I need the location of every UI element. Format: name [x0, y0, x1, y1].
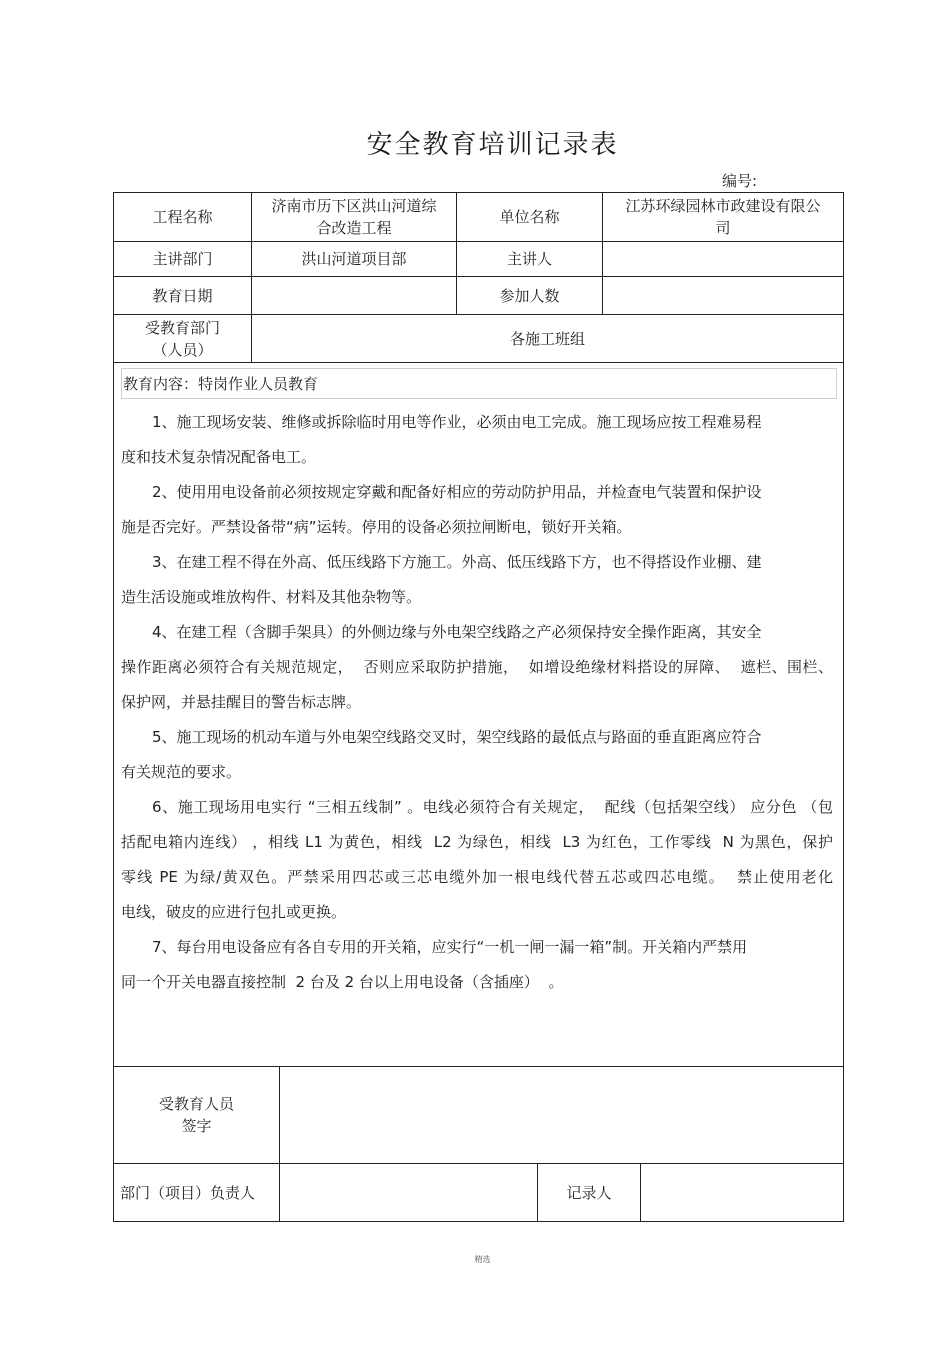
unit-name-value: 江苏环绿园林市政建设有限公 司: [625, 197, 821, 237]
content-line: 造生活设施或堆放构件、材料及其他杂物等。: [121, 588, 422, 606]
content-line: 3、在建工程不得在外高、低压线路下方施工。外高、低压线路下方，也不得搭设作业棚、建: [152, 553, 762, 571]
lecturer-value[interactable]: [603, 242, 843, 276]
trainee-signature-field[interactable]: [280, 1067, 843, 1163]
content-line: 括配电箱内连线） ，相线 L1 为黄色，相线 L2 为绿色，相线 L3 为红色，工作零线 N 为黑色，保护: [121, 833, 833, 851]
unit-name-label: 单位名称: [499, 208, 560, 226]
footer-mark: 精选: [474, 1255, 491, 1264]
content-line: 保护网，并悬挂醒目的警告标志牌。: [121, 693, 362, 711]
serial-number-label: 编号:: [722, 172, 758, 190]
training-date-label: 教育日期: [152, 286, 213, 305]
content-line: 施是否完好。严禁设备带“病”运转。停用的设备必须拉闸断电，锁好开关箱。: [121, 518, 632, 536]
content-line: 7、每台用电设备应有各自专用的开关箱，应实行“一机一闸一漏一箱”制。开关箱内严禁用: [152, 938, 748, 956]
manager-label: 部门（项目）负责人: [120, 1183, 256, 1202]
project-name-value: 济南市历下区洪山河道综 合改造工程: [271, 197, 437, 237]
trainee-dept-label: 受教育部门 （人员）: [144, 318, 220, 359]
manager-signature-field[interactable]: [280, 1164, 537, 1221]
training-date-value[interactable]: [252, 277, 456, 314]
content-line: 同一个开关电器直接控制 2 台及 2 台以上用电设备（含插座） 。: [121, 973, 564, 991]
content-heading: 教育内容：特岗作业人员教育: [121, 368, 837, 399]
trainee-signature-label: 受教育人员 签字: [158, 1095, 234, 1135]
content-line: 度和技术复杂情况配备电工。: [121, 448, 317, 466]
attendee-count-label: 参加人数: [499, 286, 560, 305]
trainee-dept-value: 各施工班组: [509, 329, 585, 348]
content-line: 2、使用用电设备前必须按规定穿戴和配备好相应的劳动防护用品，并检查电气装置和保护设: [152, 483, 762, 501]
document-title: 安全教育培训记录表: [366, 130, 619, 160]
lecture-dept-value: 洪山河道项目部: [301, 250, 407, 268]
content-line: 电线，破皮的应进行包扎或更换。: [121, 903, 347, 921]
recorder-label: 记录人: [566, 1183, 612, 1202]
lecture-dept-label: 主讲部门: [152, 250, 213, 268]
content-line: 5、施工现场的机动车道与外电架空线路交叉时，架空线路的最低点与路面的垂直距离应符合: [152, 728, 762, 746]
content-line: 4、在建工程（含脚手架具）的外侧边缘与外电架空线路之产必须保持安全操作距离，其安全: [152, 623, 762, 641]
content-line: 6、施工现场用电实行 “三相五线制” 。电线必须符合有关规定， 配线（包括架空线） 应分色 （包: [152, 798, 833, 816]
content-line: 1、施工现场安装、维修或拆除临时用电等作业，必须由电工完成。施工现场应按工程难易程: [152, 413, 762, 431]
attendee-count-value[interactable]: [603, 277, 843, 314]
content-line: 零线 PE 为绿/黄双色。严禁采用四芯或三芯电缆外加一根电线代替五芯或四芯电缆。 禁止使用老化: [121, 868, 833, 886]
project-name-label: 工程名称: [152, 208, 213, 226]
content-line: 有关规范的要求。: [121, 763, 242, 781]
content-line: 操作距离必须符合有关规范规定， 否则应采取防护措施， 如增设绝缘材料搭设的屏障、 遮栏、围栏、: [121, 658, 833, 676]
recorder-signature-field[interactable]: [641, 1164, 843, 1221]
lecturer-label: 主讲人: [506, 250, 552, 268]
